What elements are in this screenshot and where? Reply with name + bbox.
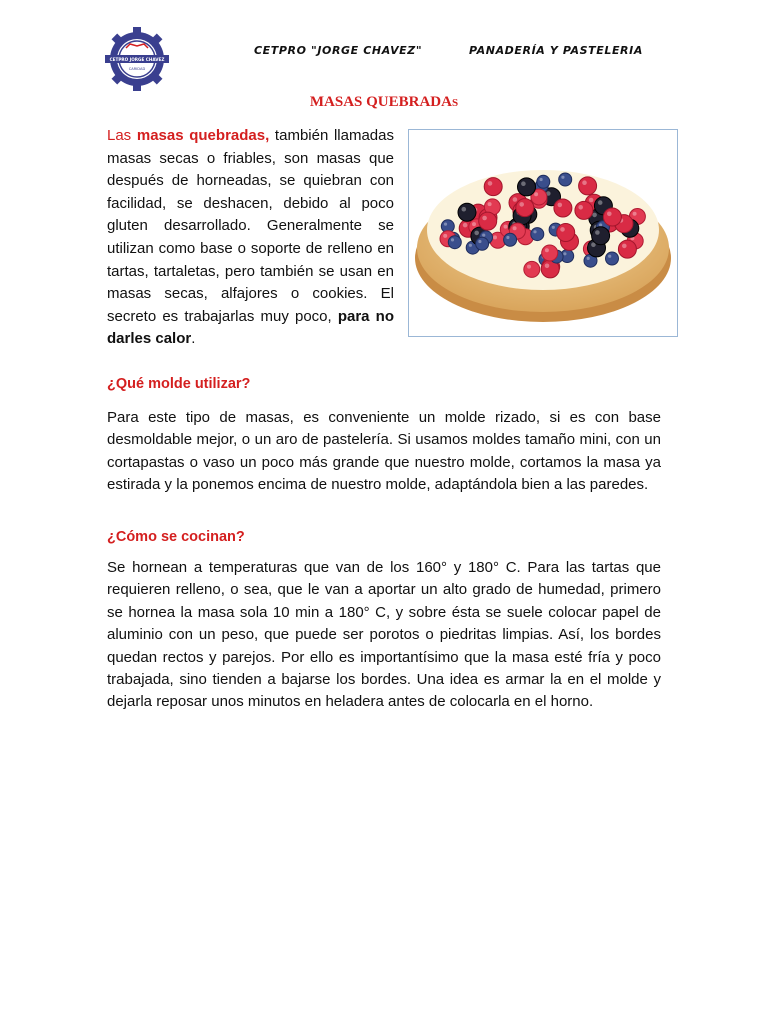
berry-icon [554, 199, 572, 217]
berry-icon [518, 178, 536, 196]
berry-highlight-icon [463, 223, 468, 228]
berry-icon [603, 208, 621, 226]
intro-highlight: masas quebradas, [136, 127, 270, 144]
berry-highlight-icon [444, 223, 447, 226]
berry-highlight-icon [519, 202, 524, 207]
berry-icon [531, 228, 544, 241]
berry-highlight-icon [558, 203, 563, 208]
berry-highlight-icon [488, 181, 493, 186]
title-main: MASAS QUEBRADA [309, 94, 452, 110]
berry-highlight-icon [587, 257, 590, 260]
section-text-cooking: Se hornean a temperaturas que van de los 160° y 180° C. Para las tartas que requieren relleno, o sea, que le van a aportar un alto grado de humedad, primero se hornea la masa sola 10 min a 180° C, y sobre ésta se suele colocar papel de aluminio con un peso, que puede ser porotos o piedritas limpias. Así, los bordes quedan rectos y parejos. Por ello es importantísimo que la masa esté fría y poco trabajada, sino tienden a bajarse los bordes. Una idea es armar la en el molde y dejarla reposar unos minutos en heladera antes de colocarla en el horno. [107, 559, 661, 711]
intro-body: también llamadas masas secas o friables, son masas que después de horneadas, se quiebran con facilidad, se deshacen, debido al poco gluten desarrollado. Generalmente se utilizan como base o soporte de relleno en tartas, tartaletas, pero también se usan en masas secas, alfajores o cookies. El secreto es trabajarlas muy poco, [107, 127, 394, 325]
berry-highlight-icon [478, 240, 481, 243]
berry-icon [575, 201, 593, 219]
berry-highlight-icon [582, 180, 587, 185]
intro-lead: Las [107, 127, 137, 144]
berry-highlight-icon [608, 255, 611, 258]
berry-tart-photo [408, 129, 678, 337]
berry-highlight-icon [504, 225, 508, 229]
berry-highlight-icon [443, 234, 447, 238]
berry-icon [504, 233, 517, 246]
berry-highlight-icon [513, 197, 518, 202]
section-text-mold: Para este tipo de masas, es conveniente un molde rizado, si es con base desmoldable mejor, o un aro de pastelería. Si usamos moldes tamaño mini, con un cortapastas o vaso un poco más grande que nuestro molde, cortamos la masa ya estirada y la ponemos encima de nuestro molde, adaptándola bien a las paredes. [107, 409, 661, 494]
berry-highlight-icon [506, 236, 509, 239]
berry-highlight-icon [534, 192, 538, 196]
berry-highlight-icon [560, 227, 565, 232]
title-suffix: S [451, 97, 459, 109]
berry-highlight-icon [607, 212, 612, 217]
berry-icon [448, 236, 461, 249]
intro-bold: para no darles calor [107, 307, 395, 348]
berry-highlight-icon [488, 202, 492, 206]
berry-icon [557, 224, 575, 242]
department-name: PANADERÍA Y PASTELERIA [469, 44, 643, 57]
berry-highlight-icon [622, 244, 627, 249]
berry-icon [537, 175, 550, 188]
berry-highlight-icon [552, 226, 555, 229]
berry-highlight-icon [451, 238, 454, 241]
berry-highlight-icon [578, 205, 583, 210]
berry-tart-image-icon [409, 130, 677, 336]
berry-icon [476, 237, 489, 250]
berry-icon [479, 212, 497, 230]
institution-name: CETPRO "JORGE CHAVEZ" [254, 44, 423, 57]
berry-highlight-icon [545, 248, 549, 252]
intro-paragraph [107, 125, 394, 351]
svg-text:CETPRO JORGE CHAVEZ: CETPRO JORGE CHAVEZ [109, 57, 165, 63]
berry-highlight-icon [527, 265, 531, 269]
berry-highlight-icon [472, 222, 476, 226]
berry-highlight-icon [521, 181, 526, 186]
berry-icon [592, 227, 610, 245]
berry-highlight-icon [563, 252, 566, 255]
berry-icon [618, 240, 636, 258]
berry-icon [524, 261, 540, 277]
berry-highlight-icon [533, 230, 536, 233]
berry-highlight-icon [589, 198, 594, 203]
page-title [0, 94, 768, 111]
berry-highlight-icon [513, 226, 517, 230]
berry-highlight-icon [462, 207, 467, 212]
berry-highlight-icon [469, 244, 472, 247]
berry-highlight-icon [540, 178, 543, 181]
berry-highlight-icon [595, 230, 600, 235]
berry-highlight-icon [561, 176, 564, 179]
berry-icon [559, 173, 572, 186]
berry-icon [606, 252, 619, 265]
berry-highlight-icon [633, 212, 637, 216]
berry-highlight-icon [482, 234, 485, 237]
page-header [0, 0, 768, 100]
berry-highlight-icon [592, 213, 597, 218]
svg-text:CARIDAD: CARIDAD [128, 67, 146, 71]
berry-icon [542, 245, 558, 261]
berry-icon [516, 199, 534, 217]
berry-highlight-icon [599, 223, 602, 226]
berry-icon [484, 178, 502, 196]
berry-icon [579, 177, 597, 195]
cetpro-logo-icon [104, 26, 170, 92]
berry-highlight-icon [493, 235, 497, 239]
berry-icon [458, 203, 476, 221]
section-heading-mold: ¿Qué molde utilizar? [107, 376, 251, 392]
intro-end: . [191, 330, 196, 348]
berry-highlight-icon [482, 216, 487, 221]
berry-highlight-icon [545, 264, 550, 269]
berry-highlight-icon [474, 231, 479, 236]
berry-highlight-icon [598, 200, 603, 205]
section-heading-cooking: ¿Cómo se cocinan? [107, 529, 245, 545]
